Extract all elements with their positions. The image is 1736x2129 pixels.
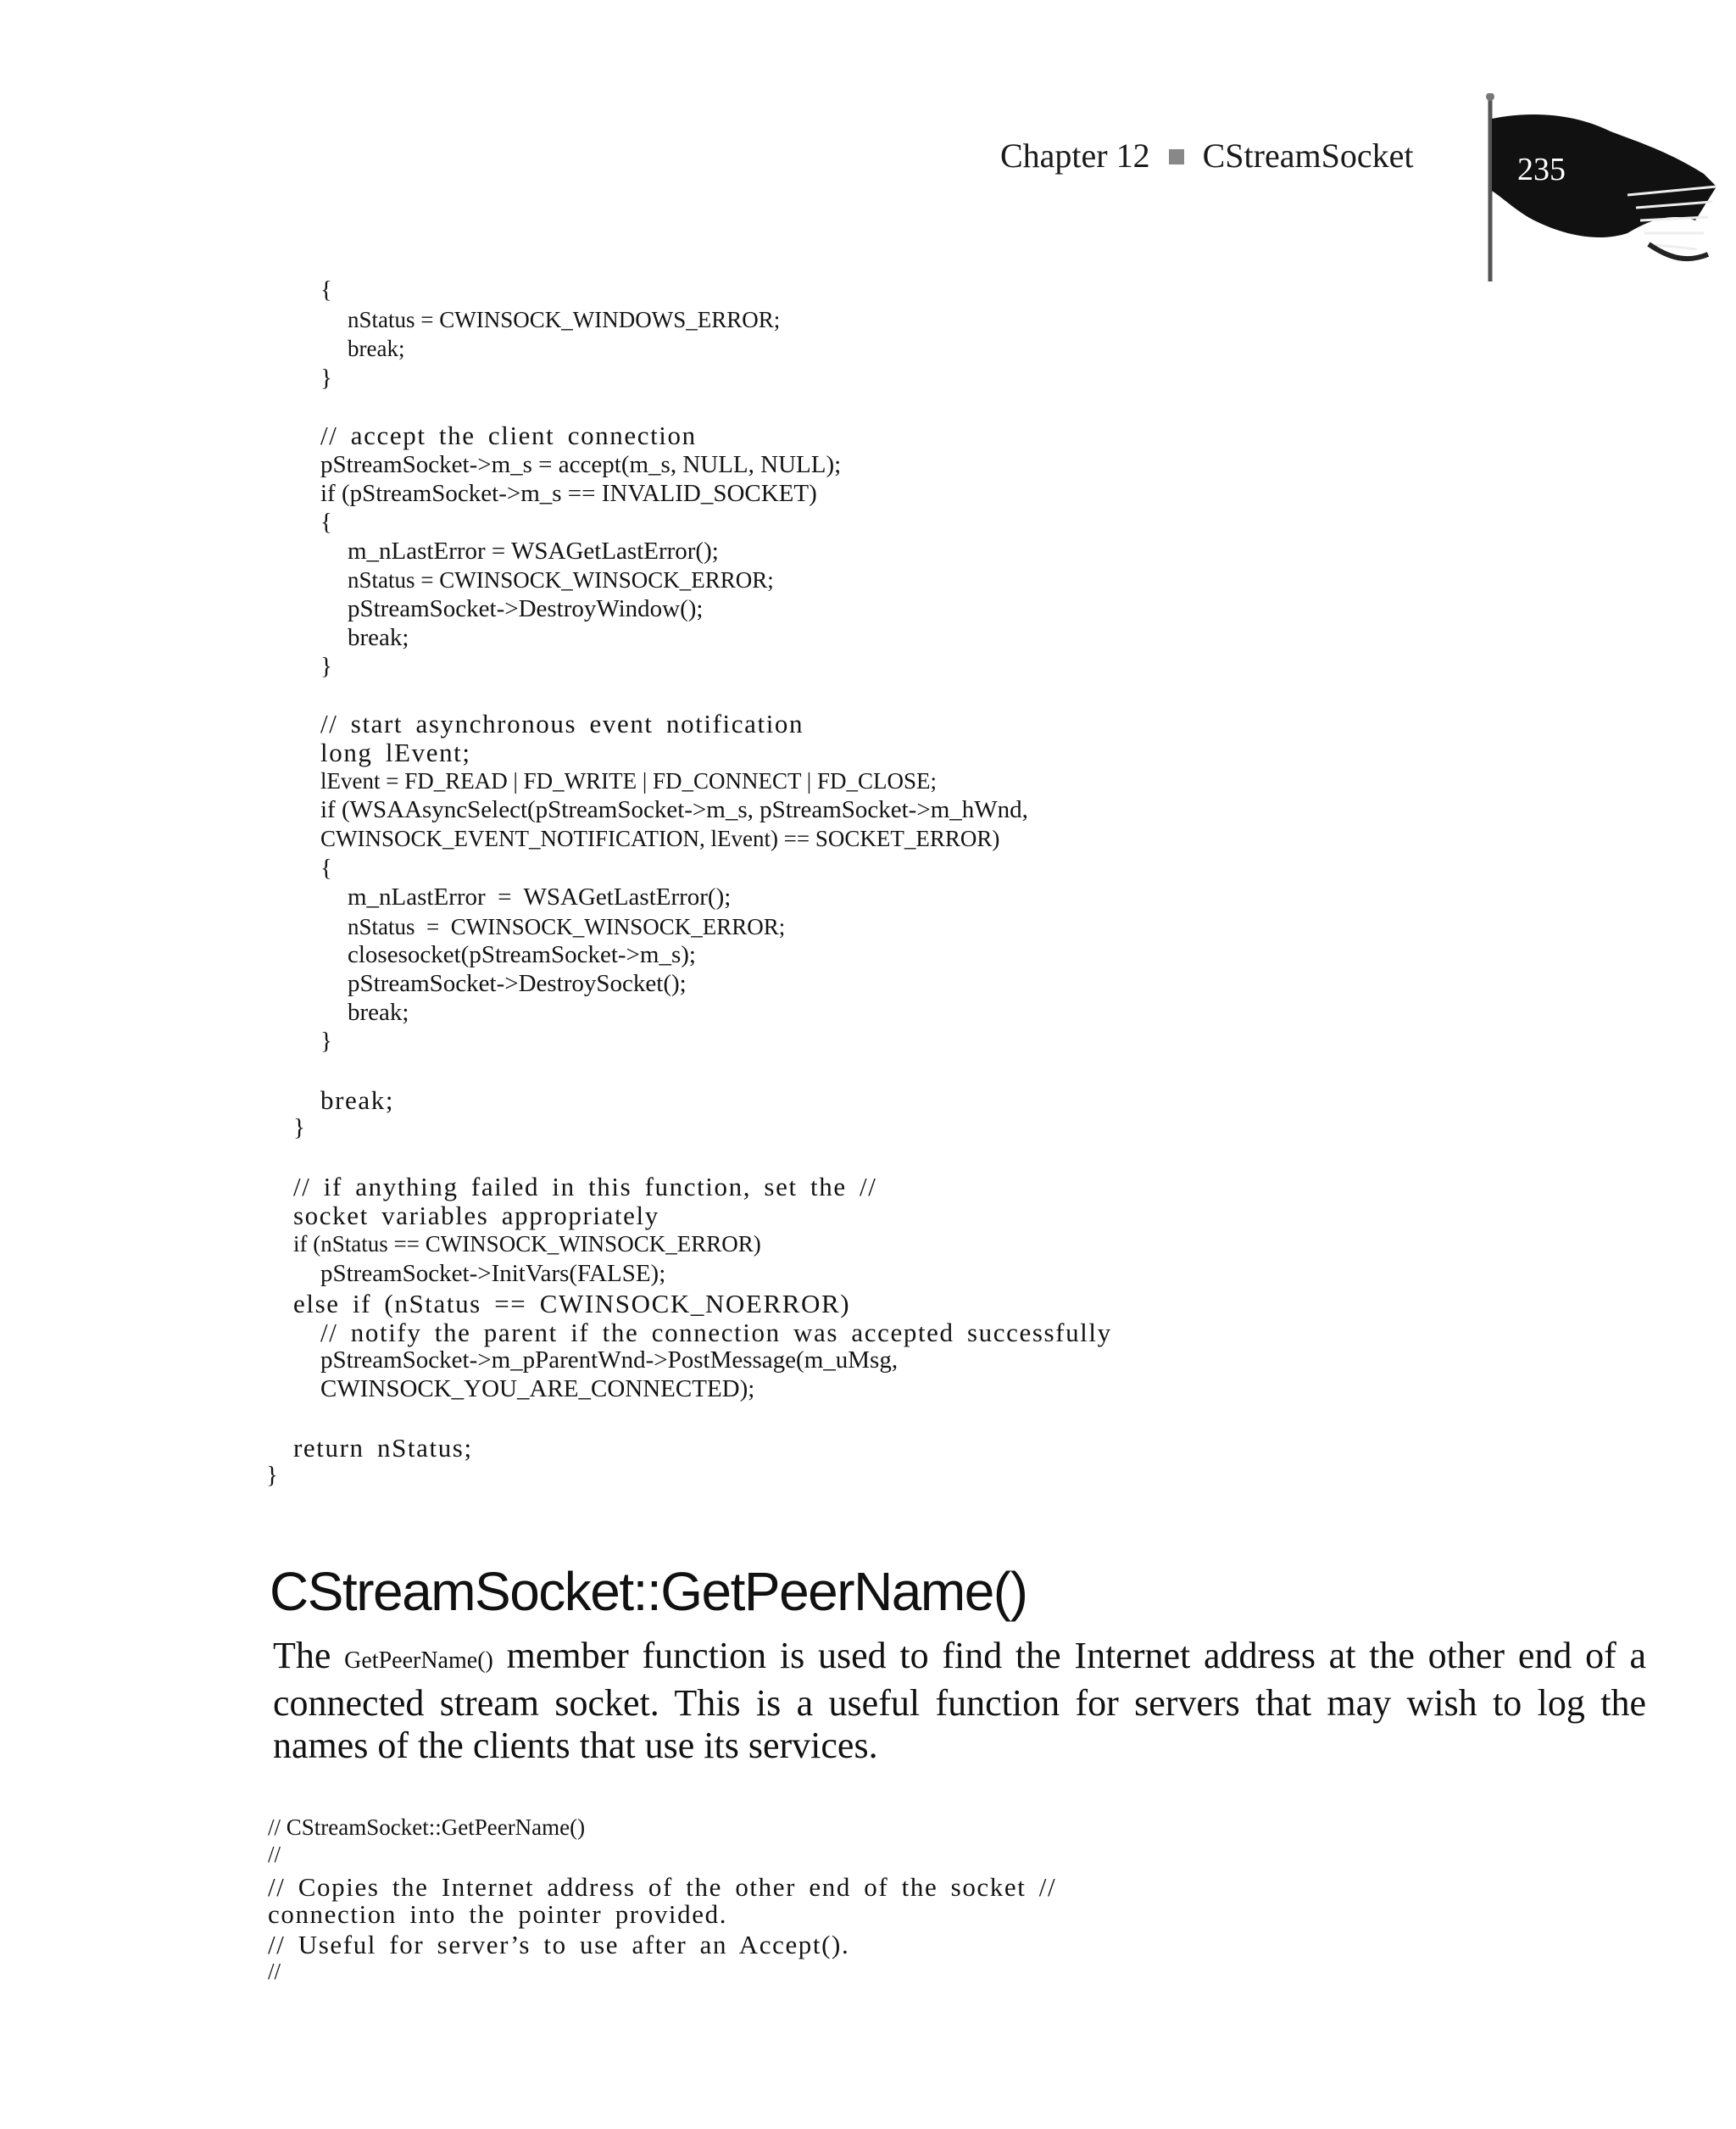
code-line: if (nStatus == CWINSOCK_WINSOCK_ERROR) [293, 1231, 761, 1257]
code-line: pStreamSocket->m_pParentWnd->PostMessage(m_uMsg, [320, 1346, 899, 1374]
code-line: nStatus = CWINSOCK_WINDOWS_ERROR; [348, 307, 781, 332]
code-line: // if anything failed in this function, set the // [293, 1172, 877, 1201]
code-line: { [320, 276, 332, 304]
code-line: socket variables appropriately [293, 1201, 659, 1230]
section-heading: CStreamSocket::GetPeerName() [270, 1561, 1027, 1622]
code-line: // accept the client connection [320, 421, 697, 450]
code-line: m_nLastError = WSAGetLastError(); [348, 883, 732, 911]
code-line: { [320, 509, 332, 536]
square-bullet-icon [1169, 149, 1184, 164]
chapter-label: Chapter 12 [1000, 137, 1150, 175]
code-line: // notify the parent if the connection was accepted successfully [320, 1318, 1112, 1347]
code-line: CWINSOCK_YOU_ARE_CONNECTED); [320, 1375, 755, 1402]
code-line: } [320, 1028, 332, 1055]
code-line: } [320, 365, 332, 392]
code-line: connection into the pointer provided. [268, 1899, 728, 1929]
code-line: } [266, 1462, 278, 1489]
code-line: pStreamSocket->InitVars(FALSE); [320, 1260, 666, 1287]
code-line: if (pStreamSocket->m_s == INVALID_SOCKET) [320, 480, 817, 507]
code-line: long lEvent; [320, 738, 471, 767]
body-paragraph [273, 1635, 1646, 1767]
code-line: break; [348, 624, 409, 651]
code-line: // [268, 1959, 281, 1984]
code-line: pStreamSocket->DestroySocket(); [348, 970, 687, 997]
body-text-prefix: The [273, 1635, 331, 1676]
code-line: } [293, 1114, 305, 1141]
flag-icon [1475, 93, 1721, 288]
code-line: { [320, 855, 332, 882]
code-line: // Useful for server’s to use after an Accept(). [268, 1930, 850, 1959]
code-line: m_nLastError = WSAGetLastError(); [348, 538, 719, 565]
code-line: break; [348, 336, 405, 361]
inline-code: GetPeerName() [344, 1647, 493, 1674]
code-line: pStreamSocket->m_s = accept(m_s, NULL, NULL); [320, 451, 842, 478]
code-line: pStreamSocket->DestroyWindow(); [348, 595, 704, 622]
code-line: closesocket(pStreamSocket->m_s); [348, 941, 696, 968]
code-line: // CStreamSocket::GetPeerName() [268, 1814, 586, 1840]
running-title: CStreamSocket [1202, 137, 1414, 175]
code-line: } [320, 653, 332, 680]
code-line: lEvent = FD_READ | FD_WRITE | FD_CONNECT | FD_CLOSE; [320, 768, 937, 794]
code-line: CWINSOCK_EVENT_NOTIFICATION, lEvent) == SOCKET_ERROR) [320, 826, 1000, 851]
code-line: nStatus = CWINSOCK_WINSOCK_ERROR; [348, 567, 774, 593]
code-line: else if (nStatus == CWINSOCK_NOERROR) [293, 1289, 851, 1318]
code-line: if (WSAAsyncSelect(pStreamSocket->m_s, pStreamSocket->m_hWnd, [320, 796, 1028, 823]
code-line: nStatus = CWINSOCK_WINSOCK_ERROR; [348, 914, 786, 939]
code-line: // start asynchronous event notification [320, 709, 804, 738]
code-line: return nStatus; [293, 1433, 473, 1463]
code-line: break; [348, 999, 409, 1026]
code-line: // Copies the Internet address of the other end of the socket // [268, 1872, 1057, 1902]
code-line: // [268, 1842, 281, 1867]
body-text-rest: member function is used to find the Internet address at the other end of a connected stream socket. This is a useful function for servers that may wish to log the names of the clients that use its services. [273, 1635, 1647, 1766]
page-number: 235 [1517, 152, 1566, 187]
running-header [1000, 136, 1413, 176]
code-line: break; [320, 1085, 395, 1115]
